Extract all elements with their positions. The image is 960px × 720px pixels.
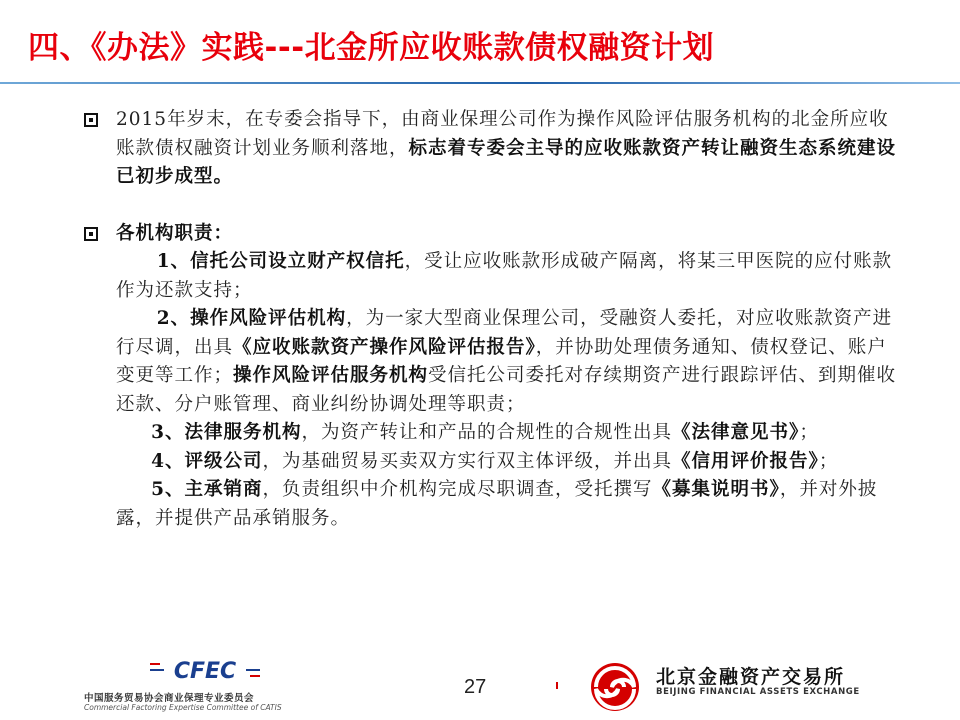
duty-role: 评级公司 xyxy=(184,450,263,472)
duty-text: ； xyxy=(799,422,819,443)
summary-text: 2015年岁末，在专委会指导下，由商业保理公司作为操作风险评估服务机构的北金所应收账款债权融资计划业务顺利落地， xyxy=(116,109,889,159)
summary-highlight: 标志着专委会主导的应收账款资产转让融资生态系统建设已初步成型。 xyxy=(116,137,897,187)
cfec-name-en: Commercial Factoring Expertise Committee of CATIS xyxy=(84,703,282,712)
duty-report-title: 《信用评价报告》 xyxy=(672,450,819,472)
bfae-name-cn: 北京金融资产交易所 xyxy=(656,666,846,688)
duty-text: ，为基础贸易买卖双方实行双主体评级，并出具 xyxy=(262,450,673,472)
duty-role: 操作风险评估服务机构 xyxy=(233,365,429,386)
cfec-logo xyxy=(150,655,260,685)
duty-text: ，为资产转让和产品的合规性的合规性出具 xyxy=(301,422,673,443)
cfec-logo-text: CFEC xyxy=(173,659,237,684)
page-number: 27 xyxy=(464,676,487,698)
duty-role: 操作风险评估机构 xyxy=(190,308,347,329)
duty-report-title: 《应收账款资产操作风险评估报告》 xyxy=(233,336,536,358)
slide-footer xyxy=(0,640,960,720)
slide-title: 四、《办法》实践---北金所应收账款债权融资计划 xyxy=(28,30,715,66)
duty-number: 5、 xyxy=(151,479,185,500)
duty-number: 2、 xyxy=(156,308,191,329)
duty-text: ； xyxy=(818,450,839,472)
duty-item-3 xyxy=(84,419,904,448)
duty-text: ，受让应收账款形成破产隔离，将某三甲医院的应付账款作为还款支持； xyxy=(116,251,893,301)
slide-content xyxy=(84,106,904,533)
duty-text: ，为一家大型商业保理公司，受融资人委托，对应收账款资产进行尽调，出具 xyxy=(116,308,893,358)
bfae-name-en: BEIJING FINANCIAL ASSETS EXCHANGE xyxy=(656,687,860,697)
duty-item-2 xyxy=(84,305,904,419)
page-marker xyxy=(556,682,558,689)
duty-number: 1、 xyxy=(156,251,191,272)
duty-role: 信托公司设立财产权信托 xyxy=(190,251,405,272)
duty-number: 3、 xyxy=(151,422,185,443)
cfec-name-cn: 中国服务贸易协会商业保理专业委员会 xyxy=(84,693,255,704)
duty-item-5 xyxy=(84,476,904,533)
duty-role: 法律服务机构 xyxy=(184,422,302,443)
duty-text: ，并协助处理债务通知、债权登记、账户变更等工作； xyxy=(116,336,887,386)
bfae-emblem-icon xyxy=(588,660,642,714)
duty-number: 4、 xyxy=(151,450,185,472)
duties-heading: 各机构职责： xyxy=(116,222,234,244)
duty-text: ，负责组织中介机构完成尽职调查，受托撰写 xyxy=(262,479,653,500)
duty-text: 受信托公司委托对存续期资产进行跟踪评估、到期催收还款、分户账管理、商业纠纷协调处理等职责； xyxy=(116,365,897,415)
bullet-item-summary xyxy=(84,106,904,192)
bullet-item-duties xyxy=(84,220,904,534)
duty-report-title: 《法律意见书》 xyxy=(672,422,800,443)
title-divider xyxy=(0,82,960,84)
duty-role: 主承销商 xyxy=(184,479,263,500)
duty-report-title: 《募集说明书》 xyxy=(652,479,780,500)
duty-text: ，并对外披露，并提供产品承销服务。 xyxy=(116,479,878,529)
square-bullet-icon xyxy=(84,113,98,127)
square-bullet-icon xyxy=(84,227,98,241)
duty-item-1 xyxy=(84,248,904,305)
duty-item-4 xyxy=(84,448,904,477)
